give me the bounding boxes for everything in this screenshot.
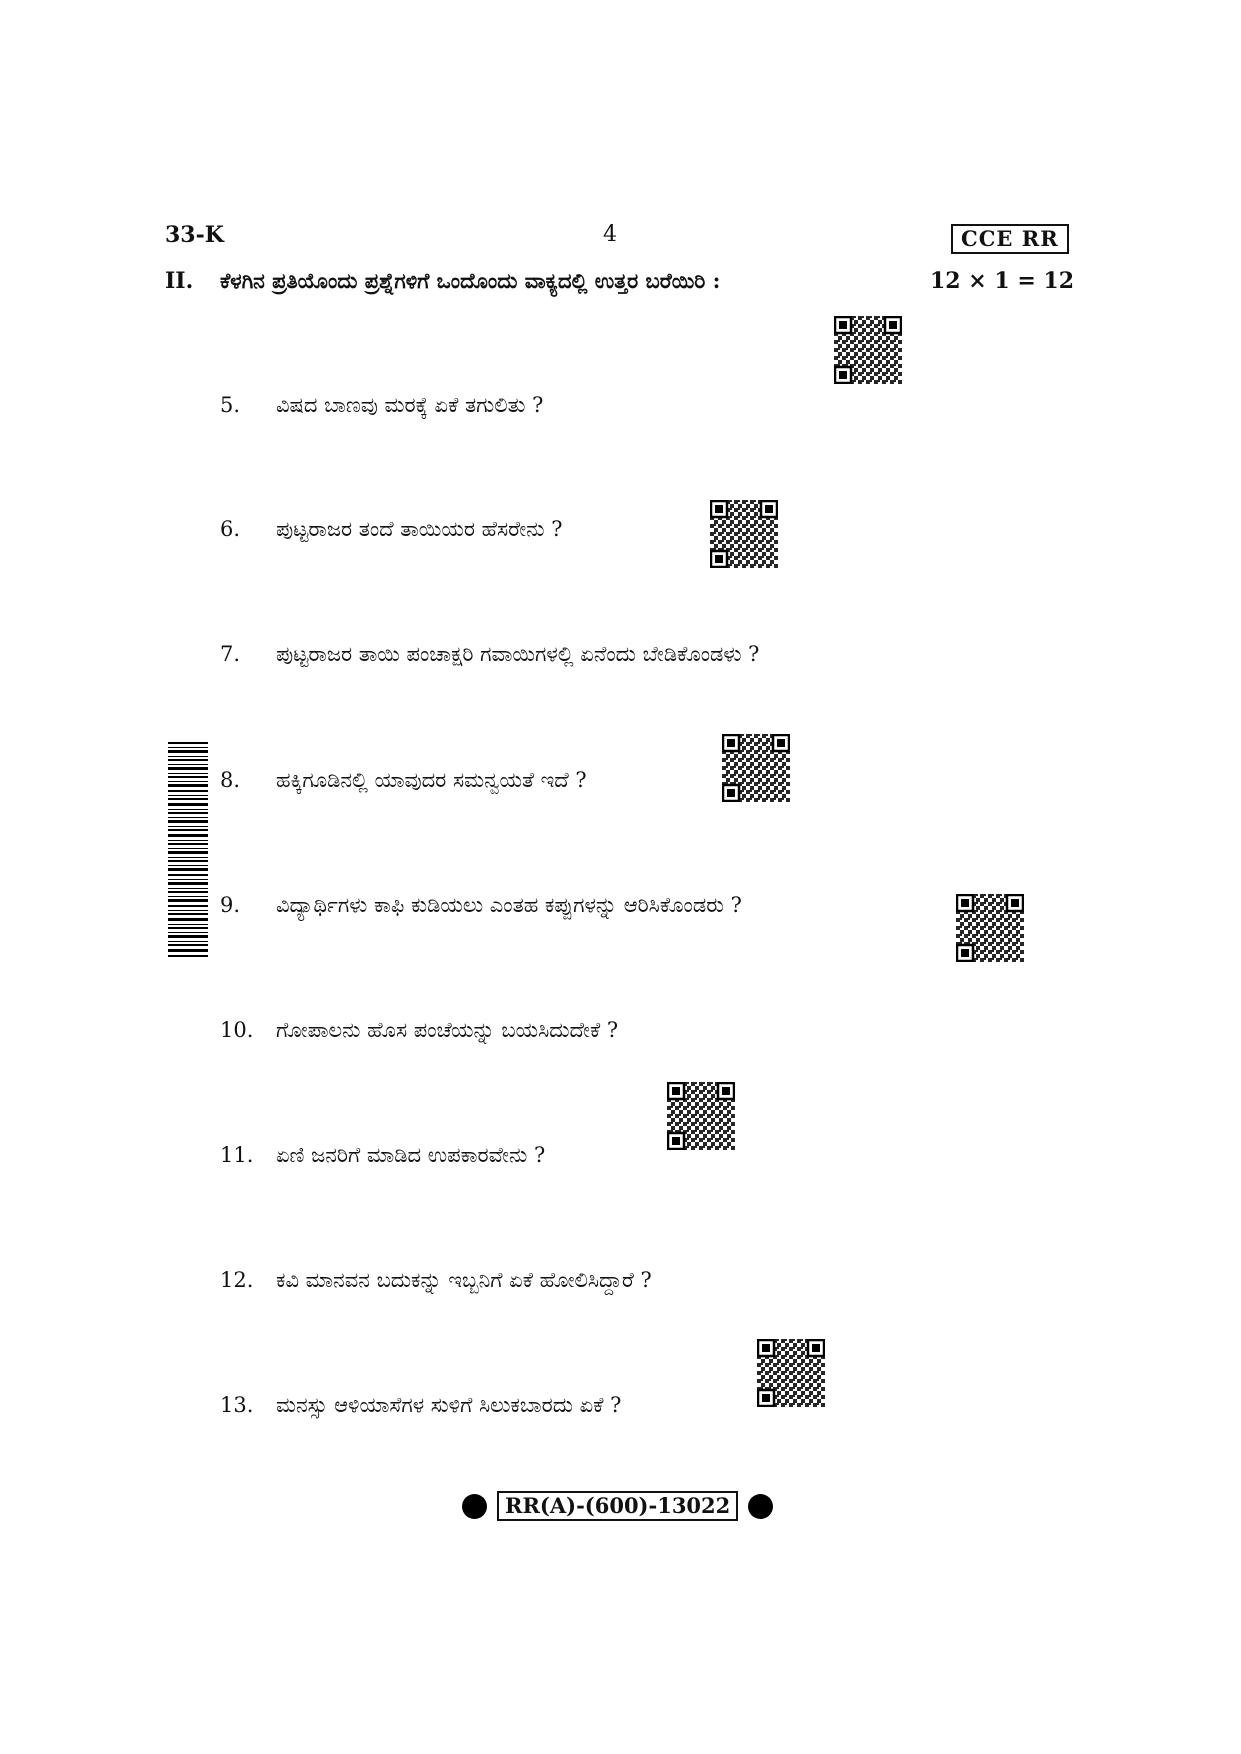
registration-dot-icon xyxy=(748,1494,773,1519)
qr-code-icon xyxy=(956,894,1024,962)
registration-dot-icon xyxy=(462,1494,487,1519)
qr-code-icon xyxy=(710,500,778,568)
question-number: 11. xyxy=(220,1143,254,1167)
cce-badge: CCE RR xyxy=(951,224,1069,254)
question-number: 8. xyxy=(220,768,241,792)
footer xyxy=(462,1491,773,1521)
barcode-icon xyxy=(168,740,208,958)
qr-code-icon xyxy=(757,1339,825,1407)
question-number: 12. xyxy=(220,1268,254,1292)
question-text: ಪುಟ್ಟರಾಜರ ತಾಯಿ ಪಂಚಾಕ್ಷರಿ ಗವಾಯಿಗಳಲ್ಲಿ ಏನೆಂದು ಬೇಡಿಕೊಂಡಳು ? xyxy=(276,642,760,666)
section-number: II. xyxy=(165,268,194,294)
question-number: 13. xyxy=(220,1393,254,1417)
question-number: 9. xyxy=(220,893,241,917)
qr-code-icon xyxy=(667,1082,735,1150)
section-instruction: ಕೆಳಗಿನ ಪ್ರತಿಯೊಂದು ಪ್ರಶ್ನೆಗಳಿಗೆ ಒಂದೊಂದು ವಾಕ್ಯದಲ್ಲಿ ಉತ್ತರ ಬರೆಯಿರಿ : xyxy=(220,268,721,293)
section-marks: 12 × 1 = 12 xyxy=(930,268,1075,294)
question-text: ಕವಿ ಮಾನವನ ಬದುಕನ್ನು ಇಬ್ಬನಿಗೆ ಏಕೆ ಹೋಲಿಸಿದ್ದಾರೆ ? xyxy=(276,1268,652,1292)
question-number: 7. xyxy=(220,642,241,666)
question-number: 5. xyxy=(220,393,241,417)
qr-code-icon xyxy=(834,316,902,384)
paper-code: 33-K xyxy=(165,222,224,248)
footer-code: RR(A)-(600)-13022 xyxy=(497,1491,738,1521)
question-text: ಮನಸ್ಸು ಆಳಿಯಾಸೆಗಳ ಸುಳಿಗೆ ಸಿಲುಕಬಾರದು ಏಕೆ ? xyxy=(276,1393,622,1417)
question-number: 10. xyxy=(220,1018,254,1042)
question-text: ಹಕ್ಕಿಗೂಡಿನಲ್ಲಿ ಯಾವುದರ ಸಮನ್ವಯತೆ ಇದೆ ? xyxy=(276,768,587,792)
question-text: ಪುಟ್ಟರಾಜರ ತಂದೆ ತಾಯಿಯರ ಹೆಸರೇನು ? xyxy=(276,517,563,541)
question-text: ಏಣಿ ಜನರಿಗೆ ಮಾಡಿದ ಉಪಕಾರವೇನು ? xyxy=(276,1143,546,1167)
question-number: 6. xyxy=(220,517,241,541)
question-text: ವಿದ್ಯಾರ್ಥಿಗಳು ಕಾಫಿ ಕುಡಿಯಲು ಎಂತಹ ಕಪ್ಪುಗಳನ್ನು ಆರಿಸಿಕೊಂಡರು ? xyxy=(276,893,742,917)
page-number: 4 xyxy=(603,222,617,247)
question-text: ವಿಷದ ಬಾಣವು ಮರಕ್ಕೆ ಏಕೆ ತಗುಲಿತು ? xyxy=(276,393,544,417)
qr-code-icon xyxy=(722,734,790,802)
question-text: ಗೋಪಾಲನು ಹೊಸ ಪಂಚೆಯನ್ನು ಬಯಸಿದುದೇಕೆ ? xyxy=(276,1018,619,1042)
